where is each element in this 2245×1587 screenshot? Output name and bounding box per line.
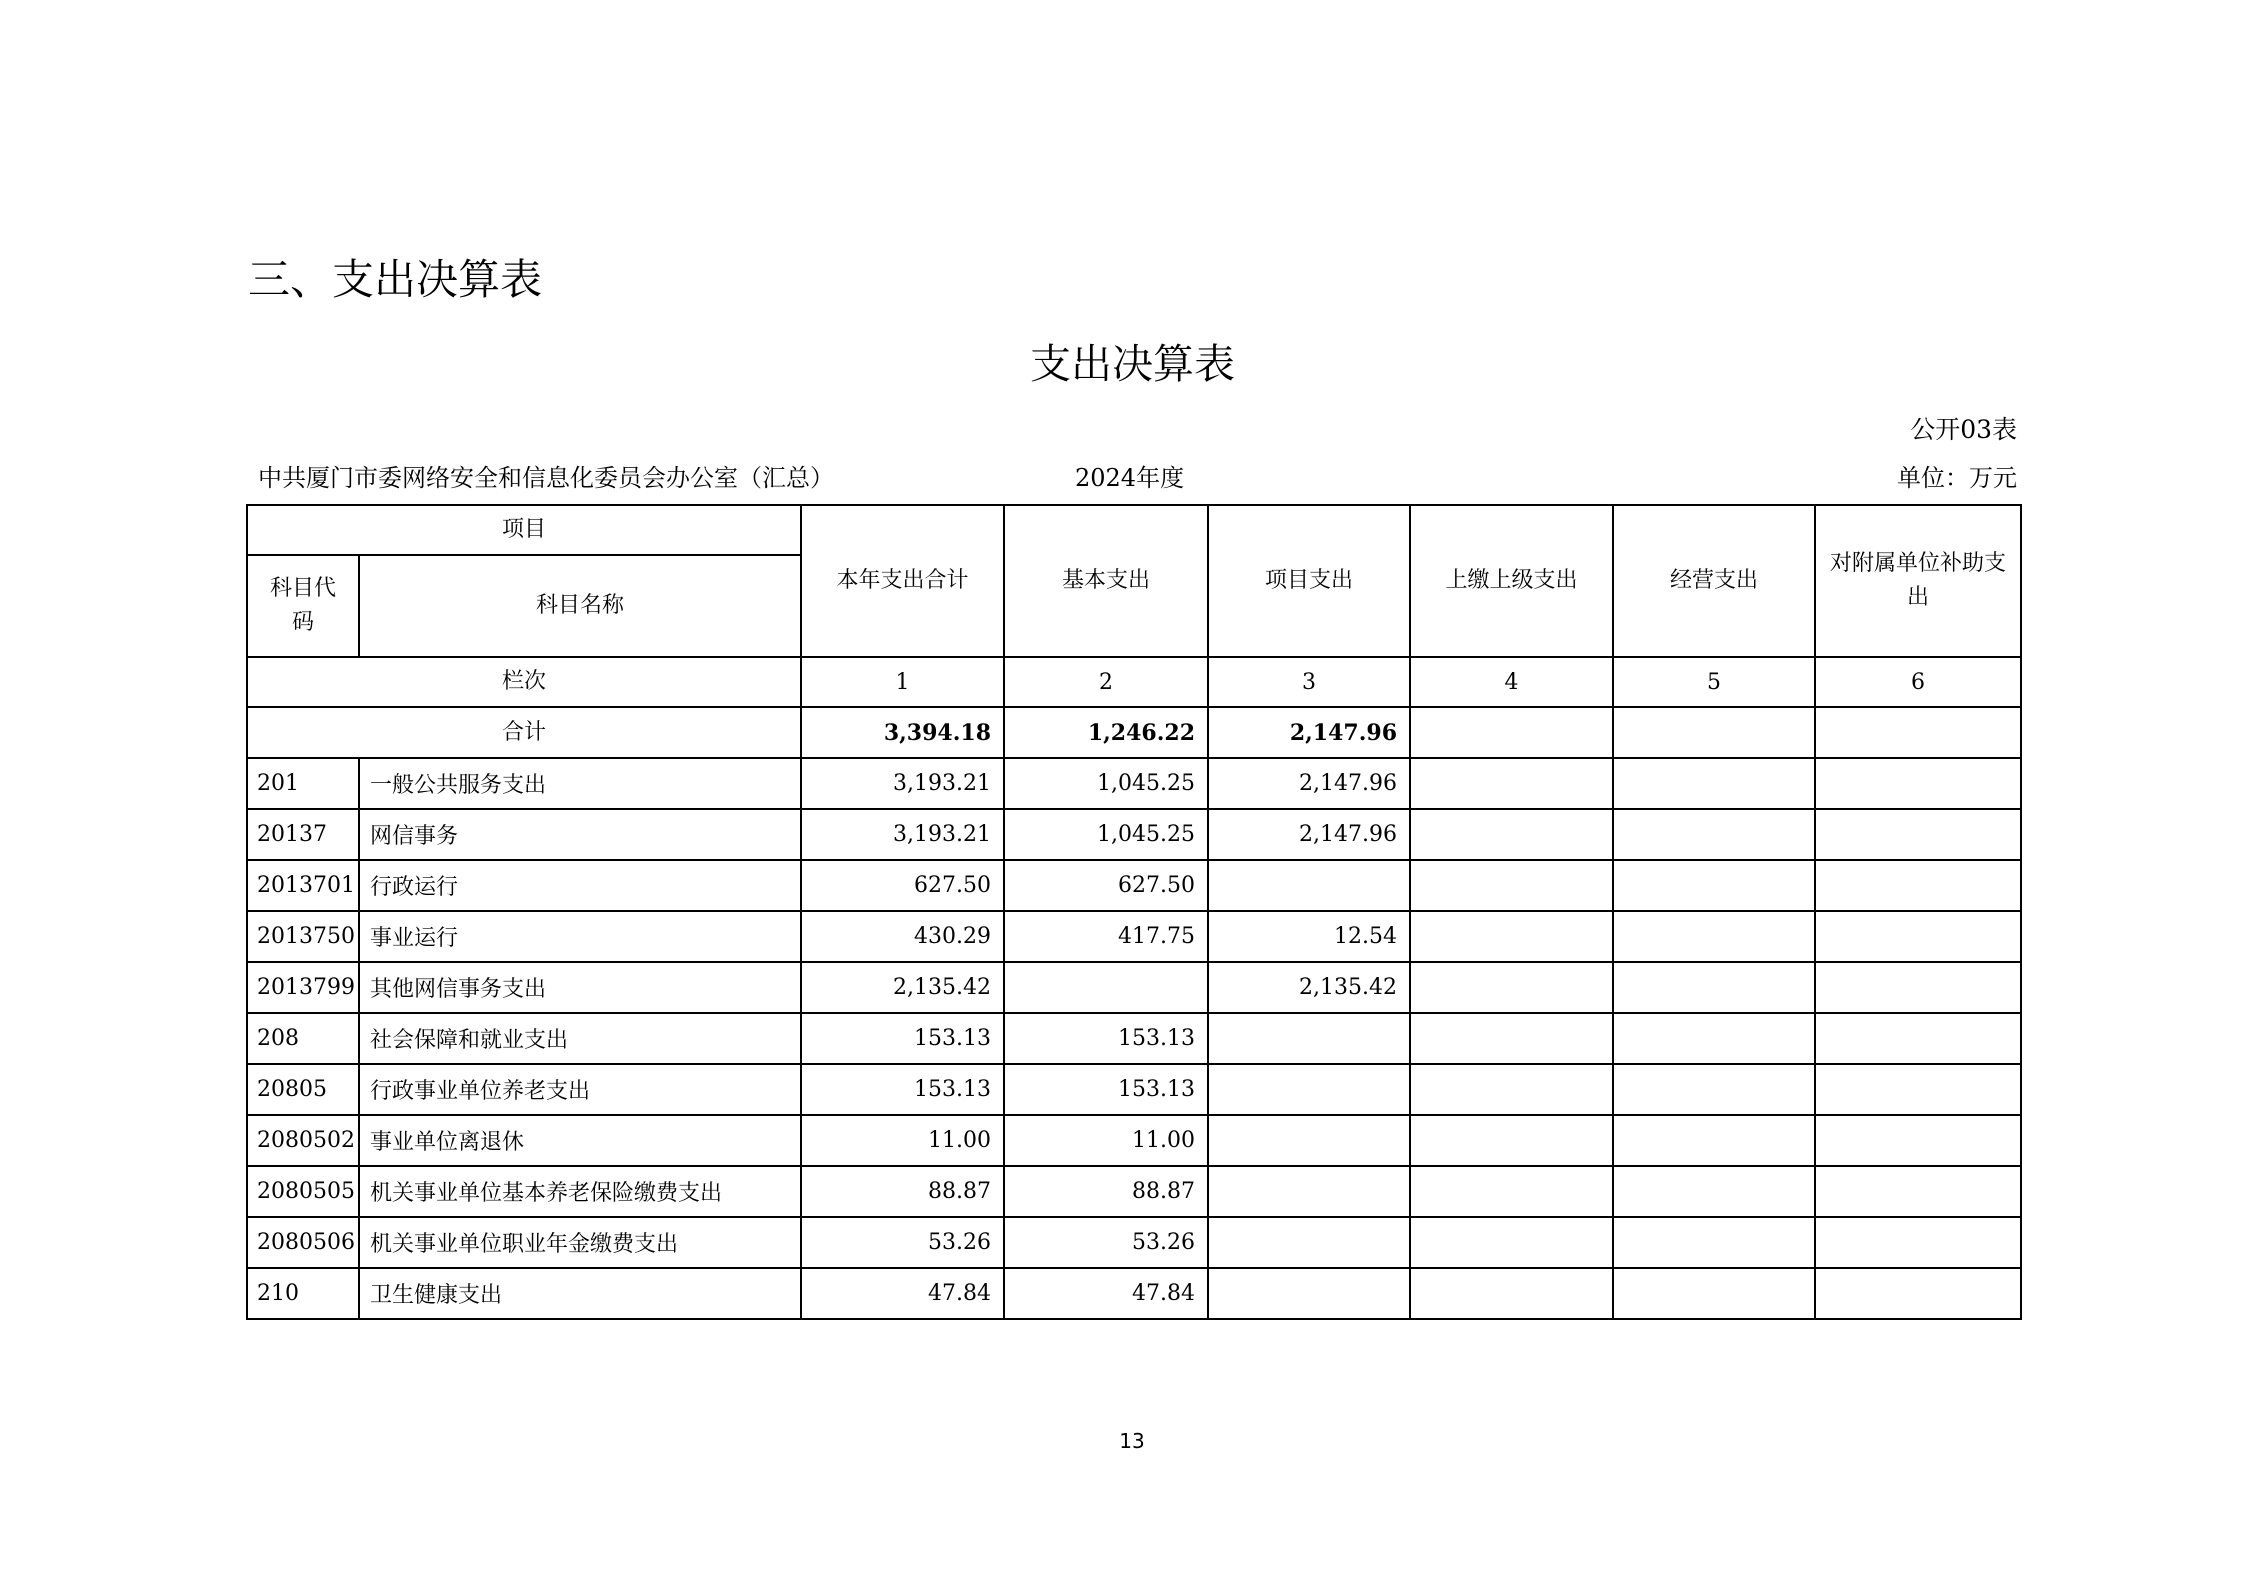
column-index: 5 bbox=[1613, 657, 1815, 707]
amount-cell bbox=[1410, 1268, 1613, 1319]
amount-cell bbox=[1613, 1115, 1815, 1166]
amount-cell: 1,045.25 bbox=[1004, 809, 1208, 860]
amount-cell: 11.00 bbox=[801, 1115, 1004, 1166]
column-index: 3 bbox=[1208, 657, 1410, 707]
amount-cell: 153.13 bbox=[801, 1013, 1004, 1064]
subject-name: 一般公共服务支出 bbox=[359, 758, 801, 809]
column-index: 4 bbox=[1410, 657, 1613, 707]
total-label: 合计 bbox=[247, 707, 801, 758]
table-row bbox=[247, 1013, 2021, 1064]
amount-cell bbox=[1613, 860, 1815, 911]
section-heading: 三、支出决算表 bbox=[248, 255, 543, 304]
subject-name: 机关事业单位基本养老保险缴费支出 bbox=[359, 1166, 801, 1217]
amount-cell: 1,045.25 bbox=[1004, 758, 1208, 809]
subject-name: 机关事业单位职业年金缴费支出 bbox=[359, 1217, 801, 1268]
amount-cell bbox=[1815, 758, 2021, 809]
subject-name: 社会保障和就业支出 bbox=[359, 1013, 801, 1064]
amount-cell bbox=[1208, 1115, 1410, 1166]
table-row bbox=[247, 962, 2021, 1013]
subject-name: 行政运行 bbox=[359, 860, 801, 911]
amount-cell bbox=[1410, 962, 1613, 1013]
amount-cell: 417.75 bbox=[1004, 911, 1208, 962]
subject-name: 行政事业单位养老支出 bbox=[359, 1064, 801, 1115]
amount-cell bbox=[1815, 809, 2021, 860]
header-item-group: 项目 bbox=[247, 505, 801, 555]
header-name: 科目名称 bbox=[359, 555, 801, 657]
amount-cell bbox=[1613, 1013, 1815, 1064]
subject-name: 网信事务 bbox=[359, 809, 801, 860]
header-col-project: 项目支出 bbox=[1208, 505, 1410, 657]
subject-code: 210 bbox=[247, 1268, 359, 1319]
amount-cell bbox=[1613, 911, 1815, 962]
page-number: 13 bbox=[1119, 1429, 1145, 1453]
table-row bbox=[247, 1064, 2021, 1115]
amount-cell: 53.26 bbox=[801, 1217, 1004, 1268]
header-code: 科目代码 bbox=[247, 555, 359, 657]
total-value bbox=[1410, 707, 1613, 758]
amount-cell bbox=[1815, 1166, 2021, 1217]
amount-cell: 2,135.42 bbox=[1208, 962, 1410, 1013]
amount-cell bbox=[1410, 911, 1613, 962]
amount-cell bbox=[1815, 1013, 2021, 1064]
amount-cell bbox=[1613, 809, 1815, 860]
total-value bbox=[1815, 707, 2021, 758]
amount-cell: 153.13 bbox=[1004, 1064, 1208, 1115]
amount-cell: 627.50 bbox=[1004, 860, 1208, 911]
amount-cell bbox=[1410, 1217, 1613, 1268]
table-row bbox=[247, 911, 2021, 962]
column-index-row bbox=[247, 657, 2021, 707]
subject-code: 2080502 bbox=[247, 1115, 359, 1166]
total-value: 2,147.96 bbox=[1208, 707, 1410, 758]
currency-unit: 单位：万元 bbox=[1897, 464, 2017, 492]
header-col-total: 本年支出合计 bbox=[801, 505, 1004, 657]
amount-cell bbox=[1613, 1268, 1815, 1319]
subject-code: 2013750 bbox=[247, 911, 359, 962]
fiscal-year: 2024年度 bbox=[1075, 464, 1185, 492]
amount-cell: 53.26 bbox=[1004, 1217, 1208, 1268]
amount-cell: 12.54 bbox=[1208, 911, 1410, 962]
amount-cell bbox=[1613, 758, 1815, 809]
amount-cell: 88.87 bbox=[1004, 1166, 1208, 1217]
table-row bbox=[247, 1268, 2021, 1319]
amount-cell: 88.87 bbox=[801, 1166, 1004, 1217]
amount-cell: 47.84 bbox=[801, 1268, 1004, 1319]
organization-name: 中共厦门市委网络安全和信息化委员会办公室（汇总） bbox=[258, 464, 834, 492]
amount-cell: 47.84 bbox=[1004, 1268, 1208, 1319]
amount-cell bbox=[1208, 1268, 1410, 1319]
amount-cell bbox=[1410, 1064, 1613, 1115]
column-index: 1 bbox=[801, 657, 1004, 707]
subject-name: 事业运行 bbox=[359, 911, 801, 962]
amount-cell: 627.50 bbox=[801, 860, 1004, 911]
subject-name: 其他网信事务支出 bbox=[359, 962, 801, 1013]
amount-cell bbox=[1613, 1166, 1815, 1217]
subject-code: 2013701 bbox=[247, 860, 359, 911]
amount-cell bbox=[1004, 962, 1208, 1013]
amount-cell bbox=[1815, 860, 2021, 911]
amount-cell bbox=[1410, 758, 1613, 809]
amount-cell bbox=[1613, 962, 1815, 1013]
subject-code: 2080506 bbox=[247, 1217, 359, 1268]
amount-cell bbox=[1815, 1115, 2021, 1166]
amount-cell bbox=[1613, 1217, 1815, 1268]
amount-cell: 2,147.96 bbox=[1208, 809, 1410, 860]
header-row-top bbox=[247, 505, 2021, 555]
page-title: 支出决算表 bbox=[1030, 340, 1235, 388]
amount-cell bbox=[1410, 809, 1613, 860]
amount-cell: 3,193.21 bbox=[801, 758, 1004, 809]
subject-code: 208 bbox=[247, 1013, 359, 1064]
amount-cell bbox=[1815, 1268, 2021, 1319]
column-index-label: 栏次 bbox=[247, 657, 801, 707]
subject-code: 2013799 bbox=[247, 962, 359, 1013]
amount-cell bbox=[1208, 1217, 1410, 1268]
amount-cell bbox=[1815, 1217, 2021, 1268]
amount-cell bbox=[1410, 860, 1613, 911]
subject-code: 2080505 bbox=[247, 1166, 359, 1217]
amount-cell: 430.29 bbox=[801, 911, 1004, 962]
header-col-subsidiary-subsidy: 对附属单位补助支出 bbox=[1815, 505, 2021, 657]
amount-cell bbox=[1815, 1064, 2021, 1115]
table-row bbox=[247, 809, 2021, 860]
amount-cell: 153.13 bbox=[801, 1064, 1004, 1115]
subject-name: 卫生健康支出 bbox=[359, 1268, 801, 1319]
header-col-remit-superior: 上缴上级支出 bbox=[1410, 505, 1613, 657]
column-index: 6 bbox=[1815, 657, 2021, 707]
table-row bbox=[247, 860, 2021, 911]
amount-cell: 3,193.21 bbox=[801, 809, 1004, 860]
table-row bbox=[247, 1115, 2021, 1166]
amount-cell bbox=[1208, 860, 1410, 911]
amount-cell bbox=[1208, 1064, 1410, 1115]
total-value bbox=[1613, 707, 1815, 758]
subject-code: 201 bbox=[247, 758, 359, 809]
subject-code: 20805 bbox=[247, 1064, 359, 1115]
total-value: 1,246.22 bbox=[1004, 707, 1208, 758]
amount-cell bbox=[1410, 1115, 1613, 1166]
amount-cell bbox=[1815, 911, 2021, 962]
amount-cell: 11.00 bbox=[1004, 1115, 1208, 1166]
amount-cell bbox=[1613, 1064, 1815, 1115]
amount-cell bbox=[1410, 1166, 1613, 1217]
table-row bbox=[247, 758, 2021, 809]
total-value: 3,394.18 bbox=[801, 707, 1004, 758]
amount-cell bbox=[1410, 1013, 1613, 1064]
subject-name: 事业单位离退休 bbox=[359, 1115, 801, 1166]
expenditure-table bbox=[246, 504, 2022, 1320]
subject-code: 20137 bbox=[247, 809, 359, 860]
amount-cell: 153.13 bbox=[1004, 1013, 1208, 1064]
table-row bbox=[247, 1217, 2021, 1268]
amount-cell: 2,135.42 bbox=[801, 962, 1004, 1013]
amount-cell bbox=[1208, 1166, 1410, 1217]
amount-cell: 2,147.96 bbox=[1208, 758, 1410, 809]
total-row bbox=[247, 707, 2021, 758]
header-col-operating: 经营支出 bbox=[1613, 505, 1815, 657]
table-row bbox=[247, 1166, 2021, 1217]
column-index: 2 bbox=[1004, 657, 1208, 707]
header-col-basic: 基本支出 bbox=[1004, 505, 1208, 657]
amount-cell bbox=[1815, 962, 2021, 1013]
form-code: 公开03表 bbox=[1910, 415, 2017, 444]
amount-cell bbox=[1208, 1013, 1410, 1064]
